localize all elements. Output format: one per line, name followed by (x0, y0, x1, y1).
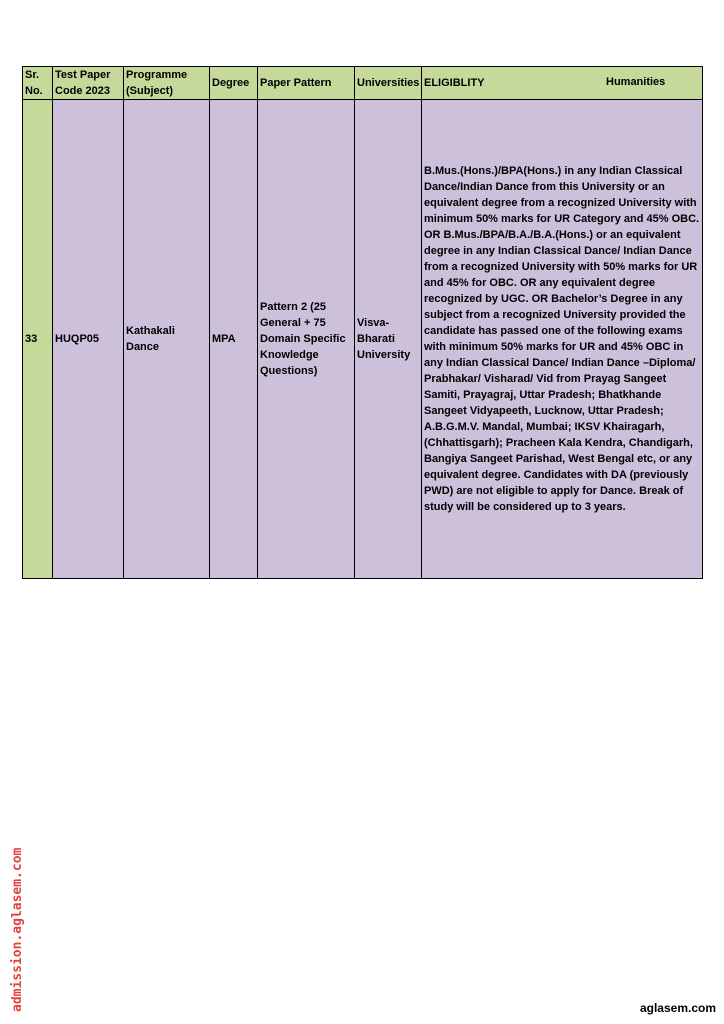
table-row (23, 100, 703, 579)
eligibility-table (22, 66, 703, 579)
cell-paper-pattern: Pattern 2 (25 General + 75 Domain Specific Knowledge Questions) (258, 100, 355, 579)
watermark-text: admission.aglasem.com (10, 847, 25, 1012)
header-programme: Programme (Subject) (124, 67, 210, 100)
cell-eligibility: B.Mus.(Hons.)/BPA(Hons.) in any Indian Classical Dance/Indian Dance from this University or an equivalent degree from a recognized University with minimum 50% marks for UR Category and 45% OBC. OR B.Mus./BPA/B.A./B.A.(Hons.) or an equivalent degree in any Indian Classical Dance/ Indian Dance from a recognized University with 50% marks for UR and 45% for OBC. OR any equivalent degree recognized by UGC. OR Bachelor’s Degree in any subject from a recognized University provided the candidate has passed one of the following exams with minimum 50% marks for UR and 45% OBC in any Indian Classical Dance/ Indian Dance –Diploma/ Prabhakar/ Visharad/ Vid from Prayag Sangeet Samiti, Prayagraj, Uttar Pradesh; Bhatkhande Sangeet Vidyapeeth, Lucknow, Uttar Pradesh; A.B.G.M.V. Mandal, Mumbai; IKSV Khairagarh, (Chhattisgarh); Pracheen Kala Kendra, Chandigarh, Bangiya Sangeet Parishad, West Bengal etc, or any equivalent degree. Candidates with DA (previously PWD) are not eligible to apply for Dance. Break of study will be considered up to 3 years. (422, 100, 703, 579)
cell-test-code: HUQP05 (53, 100, 124, 579)
cell-programme: Kathakali Dance (124, 100, 210, 579)
cell-universities: Visva-Bharati University (355, 100, 422, 579)
cell-degree: MPA (210, 100, 258, 579)
cell-sr-no: 33 (23, 100, 53, 579)
header-eligibility (422, 67, 703, 100)
header-sr-no: Sr. No. (23, 67, 53, 100)
header-eligibility-label: ELIGIBLITY (424, 77, 485, 89)
header-stream-label: Humanities (606, 76, 666, 88)
table-header-row (23, 67, 703, 100)
header-test-code: Test Paper Code 2023 (53, 67, 124, 100)
footer-site-name: aglasem.com (639, 1001, 716, 1015)
header-paper-pattern: Paper Pattern (258, 67, 355, 100)
header-universities: Universities (355, 67, 422, 100)
header-degree: Degree (210, 67, 258, 100)
